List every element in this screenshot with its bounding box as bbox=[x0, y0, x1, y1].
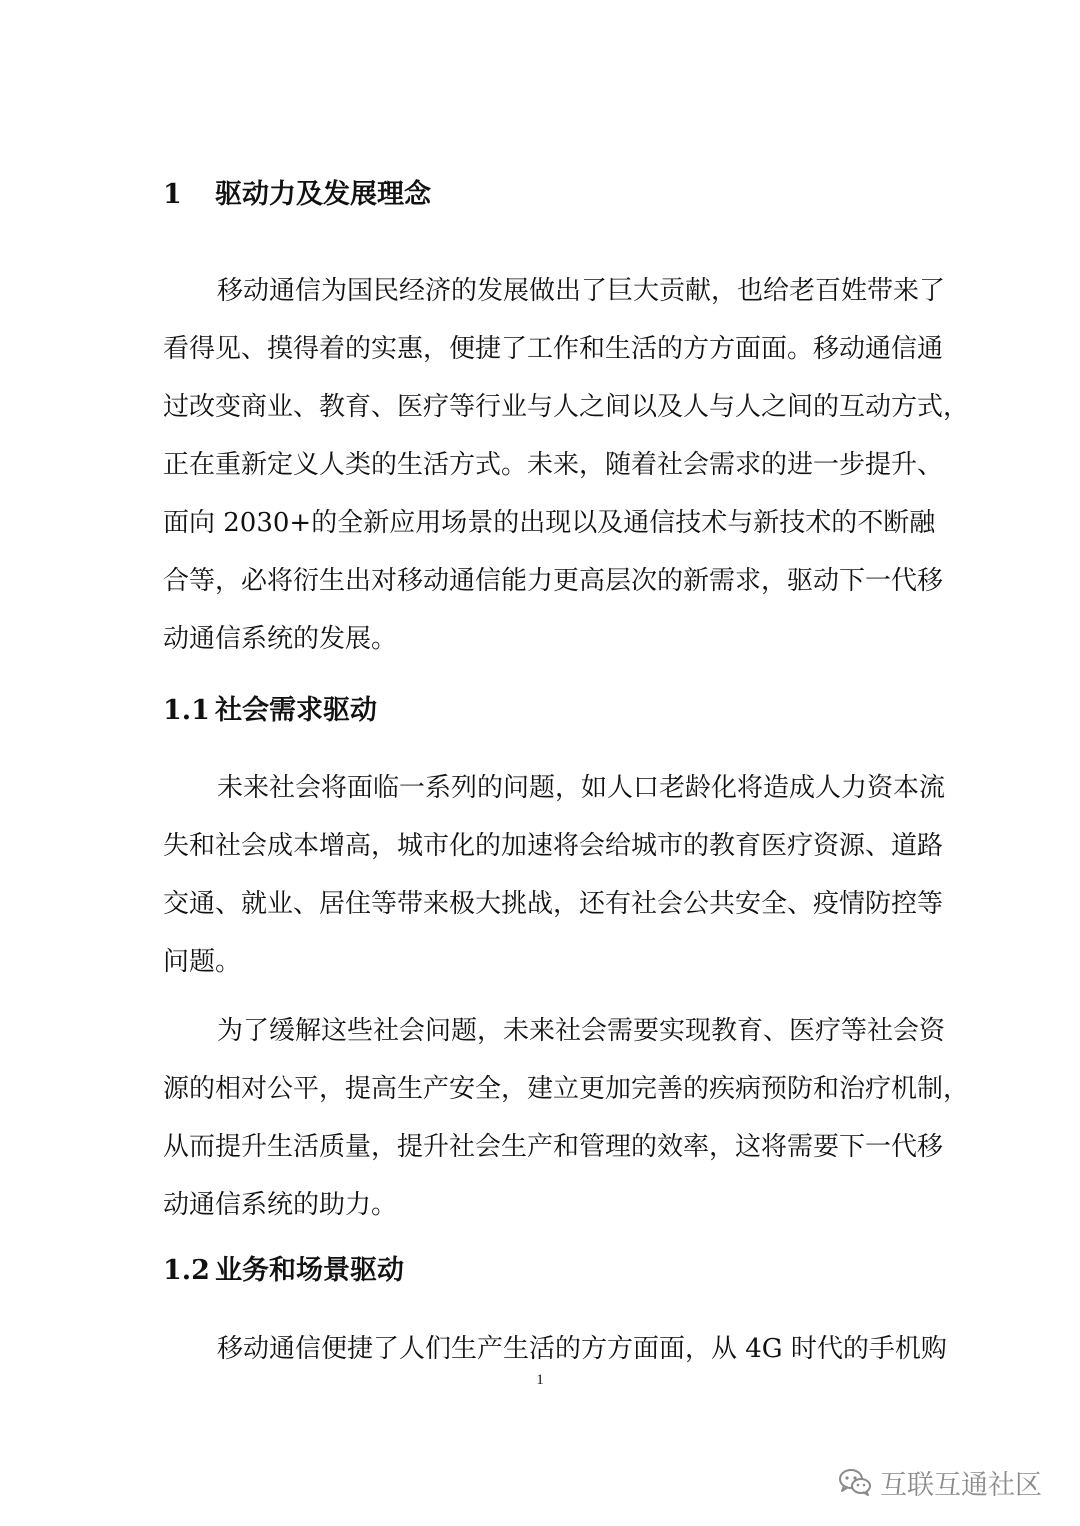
section-title: 社会需求驱动 bbox=[215, 695, 377, 726]
watermark-text: 互联互通社区 bbox=[880, 1469, 1042, 1501]
paragraph-line: 正在重新定义人类的生活方式。未来，随着社会需求的进一步提升、 bbox=[163, 450, 944, 480]
watermark bbox=[838, 1462, 1042, 1502]
section-heading-1-2 bbox=[163, 1248, 404, 1287]
paragraph-line: 为了缓解这些社会问题，未来社会需要实现教育、医疗等社会资 bbox=[217, 1016, 946, 1046]
paragraph-line: 动通信系统的发展。 bbox=[163, 624, 398, 654]
section-number: 1.1 bbox=[163, 695, 210, 726]
wechat-icon bbox=[838, 1467, 872, 1497]
paragraph-line: 从而提升生活质量，提升社会生产和管理的效率，这将需要下一代移 bbox=[163, 1132, 944, 1162]
section-number: 1.2 bbox=[163, 1255, 210, 1286]
paragraph-line: 失和社会成本增高，城市化的加速将会给城市的教育医疗资源、道路 bbox=[163, 831, 944, 861]
paragraph-line: 移动通信为国民经济的发展做出了巨大贡献，也给老百姓带来了 bbox=[217, 276, 946, 306]
paragraph-line: 看得见、摸得着的实惠，便捷了工作和生活的方方面面。移动通信通 bbox=[163, 334, 944, 364]
paragraph-line: 动通信系统的助力。 bbox=[163, 1190, 398, 1220]
paragraph-line: 源的相对公平，提高生产安全，建立更加完善的疾病预防和治疗机制， bbox=[163, 1074, 970, 1104]
section-heading-1-1 bbox=[163, 688, 377, 727]
section-title: 业务和场景驱动 bbox=[215, 1255, 404, 1286]
paragraph-line: 合等，必将衍生出对移动通信能力更高层次的新需求，驱动下一代移 bbox=[163, 566, 944, 596]
section-number: 1 bbox=[163, 179, 182, 210]
section-title: 驱动力及发展理念 bbox=[215, 179, 431, 210]
section-1-1-paragraph-2 bbox=[163, 1002, 970, 1234]
paragraph-line: 过改变商业、教育、医疗等行业与人之间以及人与人之间的互动方式， bbox=[163, 392, 970, 422]
page-number: 1 bbox=[536, 1372, 544, 1388]
paragraph-line: 未来社会将面临一系列的问题，如人口老龄化将造成人力资本流 bbox=[217, 773, 946, 803]
paragraph-line: 移动通信便捷了人们生产生活的方方面面，从 4G 时代的手机购 bbox=[217, 1334, 947, 1364]
paragraph-line: 问题。 bbox=[163, 947, 242, 977]
paragraph-line: 交通、就业、居住等带来极大挑战，还有社会公共安全、疫情防控等 bbox=[163, 889, 944, 919]
section-1-1-paragraph-1 bbox=[163, 759, 946, 991]
paragraph-line: 面向 2030+的全新应用场景的出现以及通信技术与新技术的不断融 bbox=[163, 508, 936, 538]
section-1-paragraph bbox=[163, 262, 970, 668]
section-heading-1 bbox=[163, 172, 431, 211]
section-1-2-paragraph bbox=[163, 1320, 947, 1378]
